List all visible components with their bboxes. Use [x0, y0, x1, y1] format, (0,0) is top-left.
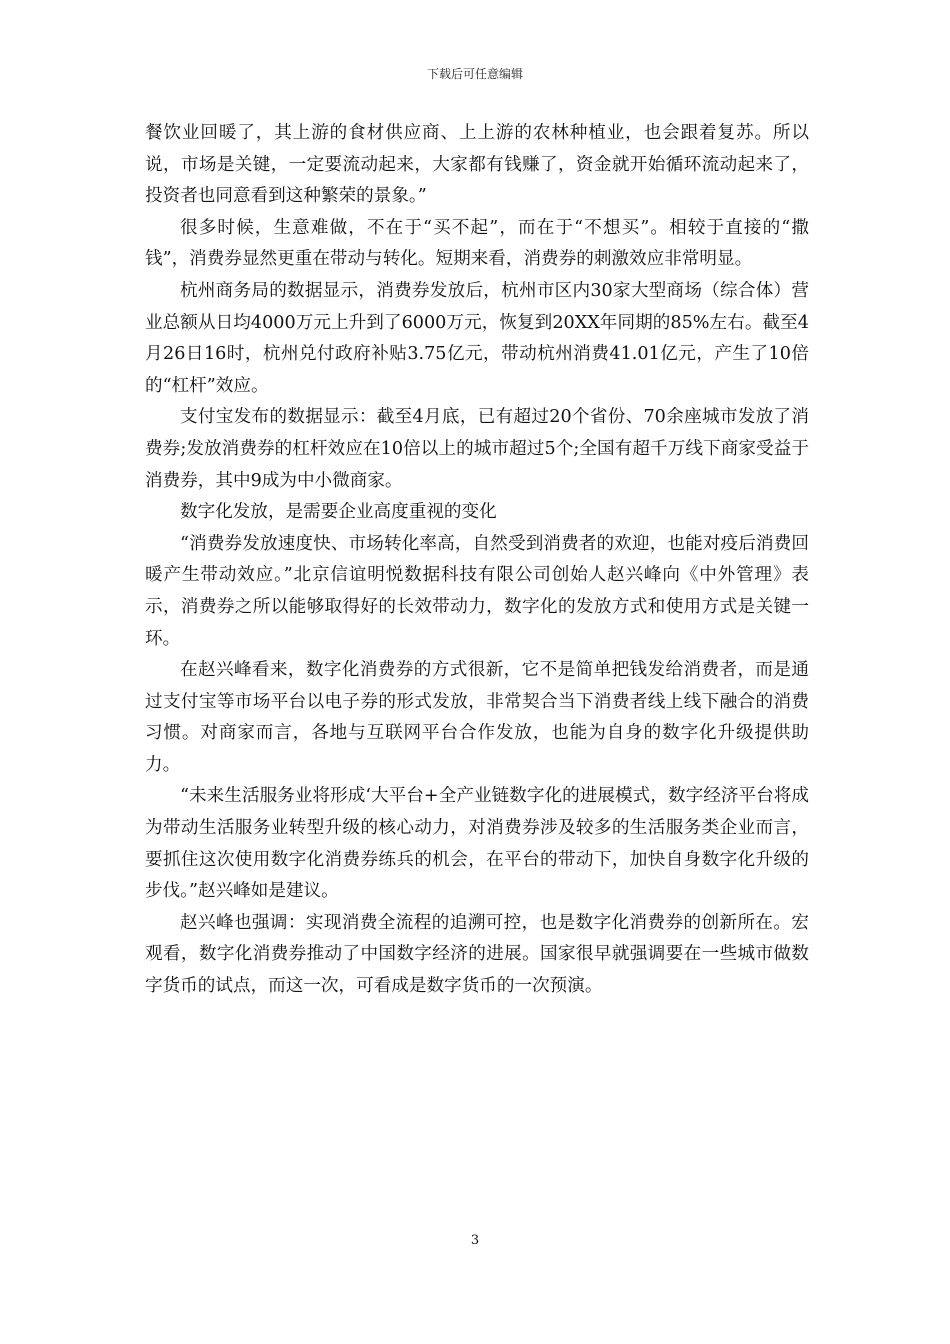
paragraph-4: 支付宝发布的数据显示：截至4月底，已有超过20个省份、70余座城市发放了消费券;发放消费券的杠杆效应在10倍以上的城市超过5个;全国有超千万线下商家受益于消费券，其中9成为中小微商家。: [145, 407, 809, 491]
paragraph-2: 很多时候，生意难做，不在于“买不起”，而在于“不想买”。相较于直接的“撒钱”，消费券显然更重在带动与转化。短期来看，消费券的刺激效应非常明显。: [145, 217, 809, 270]
paragraph-5: “消费券发放速度快、市场转化率高，自然受到消费者的欢迎，也能对疫后消费回暖产生带动效应。”北京信谊明悦数据科技有限公司创始人赵兴峰向《中外管理》表示，消费券之所以能够取得好的长效带动力，数字化的发放方式和使用方式是关键一环。: [145, 533, 809, 649]
paragraph-6: 在赵兴峰看来，数字化消费券的方式很新，它不是简单把钱发给消费者，而是通过支付宝等市场平台以电子券的形式发放，非常契合当下消费者线上线下融合的消费习惯。对商家而言，各地与互联网平台合作发放，也能为自身的数字化升级提供助力。: [145, 660, 809, 775]
document-body: [145, 118, 809, 1003]
paragraph-7: “未来生活服务业将形成‘大平台+全产业链数字化的进展模式，数字经济平台将成为带动生活服务业转型升级的核心动力，对消费券涉及较多的生活服务类企业而言，要抓住这次使用数字化消费券练兵的机会，在平台的带动下，加快自身数字化升级的步伐。”赵兴峰如是建议。: [145, 786, 809, 902]
page-header: 下载后可任意编辑: [426, 67, 523, 81]
paragraph-3: 杭州商务局的数据显示，消费券发放后，杭州市区内30家大型商场（综合体）营业总额从日均4000万元上升到了6000万元，恢复到20XX年同期的85%左右。截至4月26日16时，杭州兑付政府补贴3.75亿元，带动杭州消费41.01亿元，产生了10倍的“杠杆”效应。: [145, 280, 809, 396]
paragraph-1: 餐饮业回暖了，其上游的食材供应商、上上游的农林种植业，也会跟着复苏。所以说，市场是关键，一定要流动起来，大家都有钱赚了，资金就开始循环流动起来了，投资者也同意看到这种繁荣的景象。”: [145, 123, 809, 207]
page-number: 3: [470, 1233, 480, 1248]
section-heading: 数字化发放，是需要企业高度重视的变化: [180, 502, 497, 523]
paragraph-8: 赵兴峰也强调：实现消费全流程的追溯可控，也是数字化消费券的创新所在。宏观看，数字化消费券推动了中国数字经济的进展。国家很早就强调要在一些城市做数字货币的试点，而这一次，可看成是数字货币的一次预演。: [145, 912, 809, 997]
